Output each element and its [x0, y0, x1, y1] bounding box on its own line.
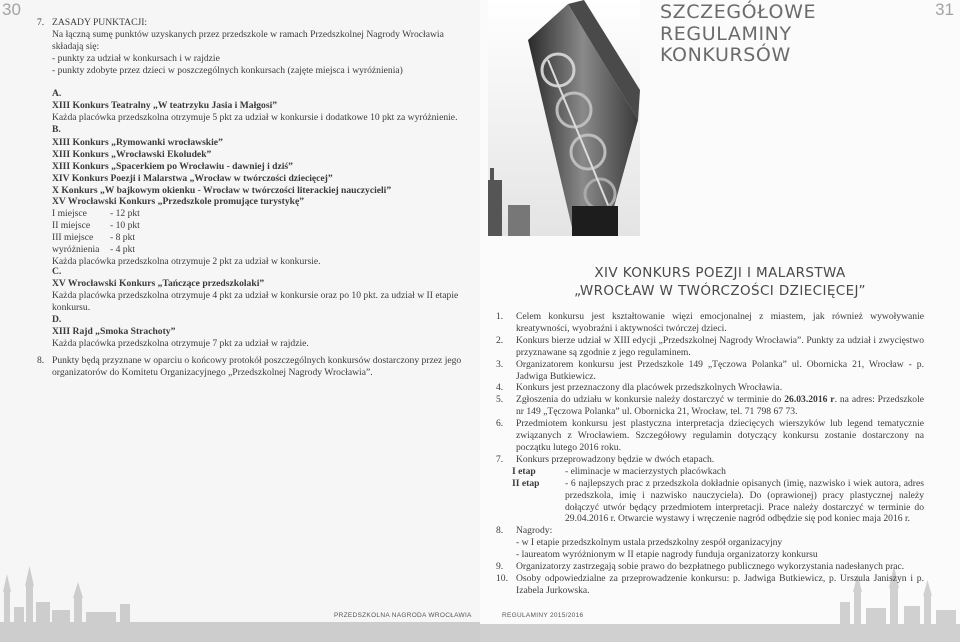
points-row: I miejsce - 12 pkt — [52, 208, 140, 220]
prize-line: - w I etapie przedszkolnym ustala przedszkolny zespół organizacyjny — [516, 537, 783, 549]
header-line: REGULAMINY — [660, 22, 792, 45]
points-row: II miejsce - 10 pkt — [52, 220, 140, 232]
deadline-date: 26.03.2016 r — [784, 394, 835, 406]
points-row: wyróżnienia - 4 pkt — [52, 244, 136, 256]
locomotive-sculpture-photo — [488, 0, 640, 236]
points-row: III miejsce - 8 pkt — [52, 232, 136, 244]
group-label: A. — [52, 88, 62, 99]
rule-item: 7. Konkurs przeprowadzony będzie w dwóch etapach. — [496, 453, 715, 465]
contest-title — [480, 265, 960, 300]
contest-title: XIII Konkurs „Wrocławski Ekoludek” — [52, 148, 212, 160]
rules-list — [496, 311, 924, 597]
group-a — [52, 88, 472, 124]
section-7 — [37, 17, 467, 77]
group-c — [52, 266, 472, 314]
points-text: Każda placówka przedszkolna otrzymuje 2 pkt za udział w konkursie. — [52, 255, 321, 267]
group-label: D. — [52, 314, 62, 325]
page-footer: PRZEDSZKOLNA NAGRODA WROCŁAWIA — [334, 612, 472, 619]
section-8 — [37, 355, 467, 379]
contest-title: XIII Konkurs Teatralny „W teatrzyku Jasia i Małgosi” — [52, 99, 278, 111]
contest-title-line: XIV KONKURS POEZJI I MALARSTWA — [594, 265, 846, 281]
rule-item: 10. Osoby odpowiedzialne za przeprowadzenie konkursu: p. Jadwiga Butkiewicz, p. Urszula Janiszyn i p. Izabela Jurkowska. — [496, 572, 924, 596]
group-label: C. — [52, 266, 62, 277]
section-number: 8. — [37, 355, 45, 366]
text-line: Na łączną sumę punktów uzyskanych przez przedszkole w ramach Przedszkolnej Nagrody Wrocławia — [52, 28, 444, 40]
contest-title: X Konkurs „W bajkowym okienku - Wrocław w twórczości literackiej nauczycieli” — [52, 184, 392, 196]
points-text: Każda placówka przedszkolna otrzymuje 7 pkt za udział w rajdzie. — [52, 337, 309, 349]
contest-title: XV Wrocławski Konkurs „Przedszkole promujące turystykę” — [52, 196, 305, 208]
stage-item: I etap - eliminacje w macierzystych placówkach — [512, 465, 726, 477]
section-number: 7. — [37, 17, 45, 28]
contest-title-line: „WROCŁAW W TWÓRCZOŚCI DZIECIĘCEJ” — [574, 282, 866, 299]
group-label: B. — [52, 124, 61, 135]
rule-item: 3. Organizatorem konkursu jest Przedszkole 149 „Tęczowa Polanka” ul. Obornicka 21, Wrocław - p. Jadwiga Butkiewicz. — [496, 358, 924, 382]
header-line: SZCZEGÓŁOWE — [660, 1, 817, 23]
text-line: - punkty zdobyte przez dzieci w poszczególnych konkursach (zajęte miejsca i wyróżnienia) — [52, 64, 403, 76]
points-text: konkursu. — [52, 301, 91, 313]
stage-item: II etap - 6 najlepszych prac z przedszkola dokładnie opisanych (imię, nazwisko i wiek autora, adres przedszkola, imię i nazwisko nauczyciela). Do (oprawionej) pracy plastycznej należy dołączyć utwór będący przedmiotem interpretacji. Prace należy dostarczyć w terminie do 29.04.2016 r. Otwarcie wystawy i wręczenie nagród odbędzie się pod koniec maja 2016 r. — [512, 477, 924, 525]
contest-title: XV Wrocławski Konkurs „Tańczące przedszkolaki” — [52, 277, 265, 289]
text-line: składają się: — [52, 40, 100, 52]
page-footer: REGULAMINY 2015/2016 — [502, 612, 584, 619]
rule-item: 1. Celem konkursu jest kształtowanie więzi emocjonalnej z miastem, jak również wywoływanie kreatywności, wyobraźni i aktywności twórczej dzieci. — [496, 311, 924, 334]
rule-item: 8. Nagrody: — [496, 525, 553, 537]
rule-item: 2. Konkurs bierze udział w XIII edycji „Przedszkolnej Nagrody Wrocławia”. Punkty za udział i zwycięstwo przyznawane są zgodnie z jego regulaminem. — [496, 334, 924, 358]
rule-item: 9. Organizatorzy zastrzegają sobie prawo do bezpłatnego publicznego wykorzystania nadesłanych prac. — [496, 561, 905, 573]
rule-item: 4. Konkurs jest przeznaczony dla placówek przedszkolnych Wrocławia. — [496, 382, 783, 394]
points-text: Każda placówka przedszkolna otrzymuje 4 pkt za udział w konkursie oraz po 10 pkt. za udział w II etapie — [52, 289, 459, 301]
group-d — [52, 314, 472, 350]
section-header — [660, 2, 816, 67]
group-b — [52, 124, 472, 268]
text-line: organizatorów do Komitetu Organizacyjnego „Przedszkolnej Nagrody Wrocławia”. — [52, 366, 373, 378]
points-text: Każda placówka przedszkolna otrzymuje 5 pkt za udział w konkursie i dodatkowe 10 pkt za wyróżnienie. — [52, 111, 458, 123]
text-line: - punkty za udział w konkursach i w rajdzie — [52, 52, 220, 64]
contest-title: XIII Konkurs „Rymowanki wrocławskie” — [52, 136, 223, 148]
contest-title: XIII Konkurs „Spacerkiem po Wrocławiu - dawniej i dziś” — [52, 160, 293, 172]
contest-title: XIII Rajd „Smoka Strachoty” — [52, 325, 176, 337]
page-number: 31 — [935, 0, 954, 19]
header-line: KONKURSÓW — [660, 44, 791, 66]
city-skyline-decoration — [0, 552, 480, 642]
section-title: ZASADY PUNKTACJI: — [52, 17, 148, 28]
rule-item: 5. Zgłoszenia do udziału w konkursie należy dostarczyć w terminie do 26.03.2016 r. na adres: Przedszkole nr 149 „Tęczowa Polanka” ul. Obornicka 21, Wrocław, tel. 71 798 67 73. — [496, 394, 924, 418]
text-line: Punkty będą przyznane w oparciu o końcowy protokół poszczególnych konkursów dostarczony przez jego — [52, 355, 462, 366]
contest-title: XIV Konkurs Poezji i Malarstwa „Wrocław w twórczości dziecięcej” — [52, 172, 333, 184]
rule-item: 6. Przedmiotem konkursu jest plastyczna interpretacja dziecięcych wierszyków lub legend tematycznie związanych z Wrocławiem. Szczegółowy regulamin dotyczący konkursu zostanie dostarczony na początku lutego 2016 roku. — [496, 418, 924, 453]
prize-line: - laureatom wyróżnionym w II etapie nagrody funduja organizatorzy konkursu — [516, 549, 818, 561]
page-number: 30 — [2, 0, 21, 19]
